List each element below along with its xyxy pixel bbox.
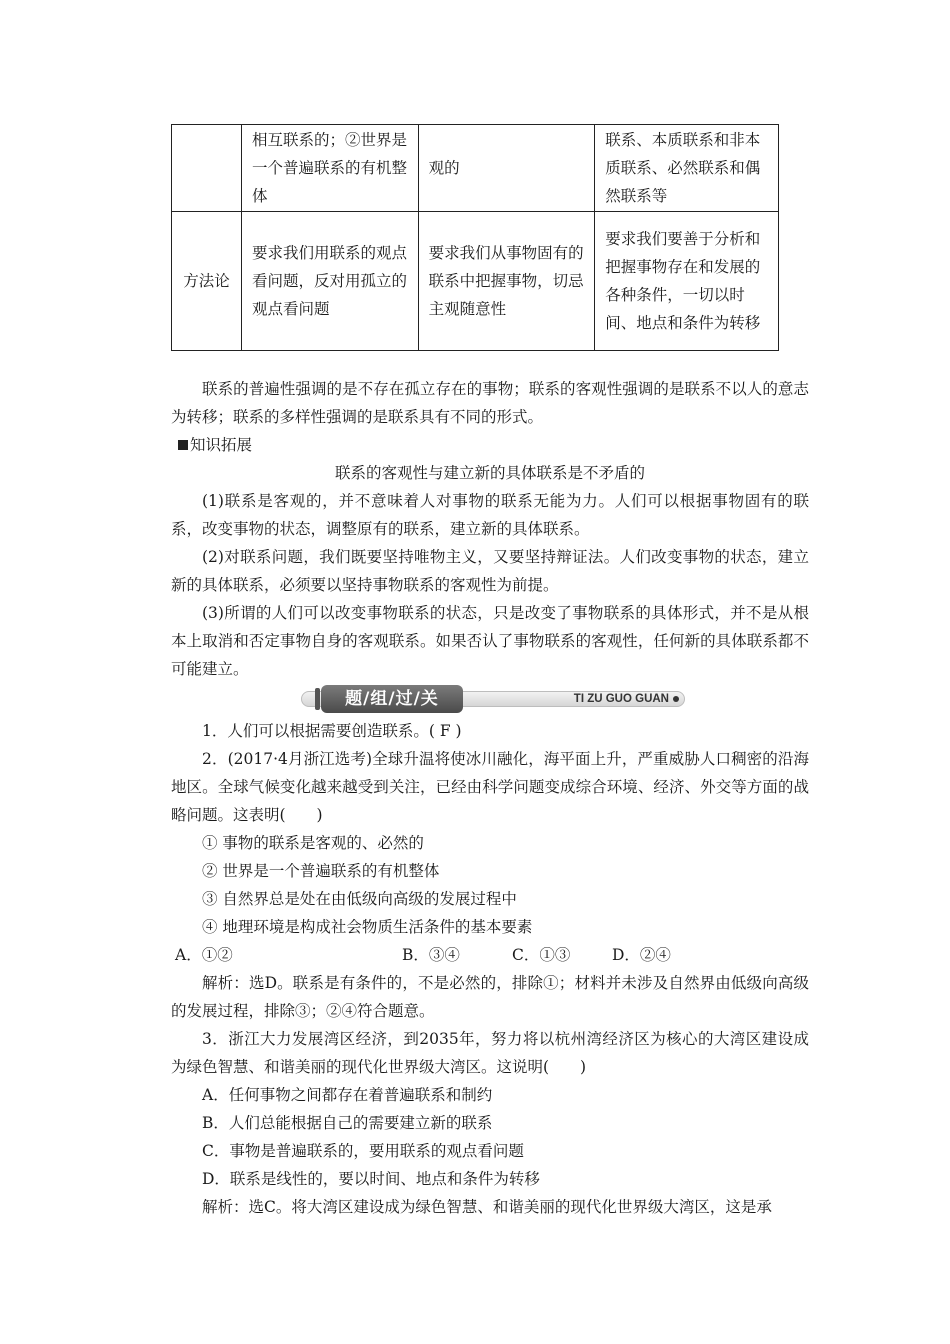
- knowledge-table: [171, 124, 779, 351]
- banner-pin: [315, 688, 320, 710]
- question-3-analysis: 解析：选C。将大湾区建设成为绿色智慧、和谐美丽的现代化世界级大湾区，这是承: [202, 1198, 772, 1216]
- square-bullet-icon: [178, 440, 188, 450]
- table-cell: 要求我们从事物固有的联系中把握事物，切忌主观随意性: [418, 212, 595, 351]
- option-d: D．②④: [612, 946, 671, 964]
- table-cell: 要求我们用联系的观点看问题，反对用孤立的观点看问题: [242, 212, 419, 351]
- section-heading: [178, 431, 816, 459]
- summary-paragraph: 联系的普遍性强调的是不存在孤立存在的事物；联系的客观性强调的是联系不以人的意志为转移；联系的多样性强调的是联系具有不同的形式。: [171, 380, 809, 426]
- table-cell: 相互联系的；②世界是一个普遍联系的有机整体: [242, 125, 419, 212]
- question-2-stem: 2．(2017·4月浙江选考)全球升温将使冰川融化，海平面上升，严重威胁人口稠密的沿海地区。全球气候变化越来越受到关注，已经由科学问题变成综合环境、经济、外交等方面的战略问题。这表明( ): [171, 750, 809, 824]
- question-3-stem: 3．浙江大力发展湾区经济，到2035年，努力将以杭州湾经济区为核心的大湾区建设成为绿色智慧、和谐美丽的现代化世界级大湾区。这说明( ): [171, 1030, 809, 1076]
- expansion-title: 联系的客观性与建立新的具体联系是不矛盾的: [334, 464, 645, 482]
- option-b: B．③④: [402, 946, 460, 964]
- expansion-paragraph-1: (1)联系是客观的，并不意味着人对事物的联系无能为力。人们可以根据事物固有的联系，改变事物的状态，调整原有的联系，建立新的具体联系。: [171, 492, 809, 538]
- option-c: C．①③: [512, 946, 571, 964]
- question-1: 1．人们可以根据需要创造联系。( F ): [202, 722, 462, 740]
- question-3-option-a: A．任何事物之间都存在着普遍联系和制约: [202, 1086, 493, 1104]
- section-banner: [301, 685, 685, 713]
- table-row: [172, 125, 779, 212]
- table-row: [172, 212, 779, 351]
- question-2-statement: ④ 地理环境是构成社会物质生活条件的基本要素: [202, 918, 533, 936]
- expansion-paragraph-2: (2)对联系问题，我们既要坚持唯物主义，又要坚持辩证法。人们改变事物的状态，建立新的具体联系，必须要以坚持事物联系的客观性为前提。: [171, 548, 809, 594]
- banner-subtitle: TI ZU GUO GUAN: [573, 693, 669, 705]
- dot-icon: [673, 696, 679, 702]
- table-row-header: 方法论: [172, 212, 242, 351]
- option-a: A．①②: [175, 946, 233, 964]
- question-2-statement: ② 世界是一个普遍联系的有机整体: [202, 862, 440, 880]
- expansion-paragraph-3: (3)所谓的人们可以改变事物联系的状态，只是改变了事物联系的具体形式，并不是从根本上取消和否定事物自身的客观联系。如果否认了事物联系的客观性，任何新的具体联系都不可能建立。: [171, 604, 809, 678]
- table-cell: [172, 125, 242, 212]
- question-3-option-d: D．联系是线性的，要以时间、地点和条件为转移: [202, 1170, 540, 1188]
- question-2-statement: ① 事物的联系是客观的、必然的: [202, 834, 424, 852]
- question-2-statement: ③ 自然界总是处在由低级向高级的发展过程中: [202, 890, 517, 908]
- question-3-option-b: B．人们总能根据自己的需要建立新的联系: [202, 1114, 493, 1132]
- question-3-option-c: C．事物是普遍联系的，要用联系的观点看问题: [202, 1142, 524, 1160]
- table-cell: 观的: [418, 125, 595, 212]
- table-cell: 要求我们要善于分析和把握事物存在和发展的各种条件，一切以时间、地点和条件为转移: [595, 212, 779, 351]
- question-2-analysis: 解析：选D。联系是有条件的，不是必然的，排除①；材料并未涉及自然界由低级向高级的发展过程，排除③；②④符合题意。: [171, 974, 809, 1020]
- banner-title: 题/组/过/关: [321, 685, 463, 713]
- table-cell: 联系、本质联系和非本质联系、必然联系和偶然联系等: [595, 125, 779, 212]
- section-heading-label: 知识拓展: [190, 436, 253, 454]
